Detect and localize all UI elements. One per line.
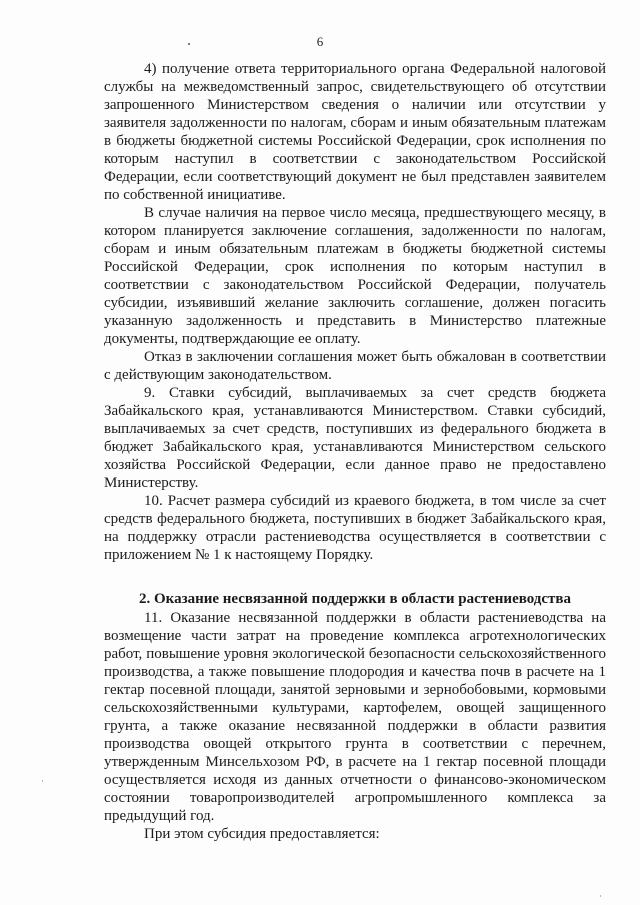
paragraph-11-support: 11. Оказание несвязанной поддержки в области растениеводства на возмещение части затрат на проведение комплекса агротехнологических работ, повышение уровня экологической безопасности сельскохозяйственного производства, а также повышение плодородия и качества почв в расчете на 1 гектар посевной площади, занятой зерновыми и зернобобовыми, кормовыми сельскохозяйственными культурами, картофелем, овощей защищенного грунта, а также оказание несвязанной поддержки в области развития производства овощей открытого грунта в соответствии с перечнем, утвержденным Минсельхозом РФ, в расчете на 1 гектар посевной площади осуществляется исходя из данных отчетности о финансово-экономическом состоянии товаропроизводителей агропромышленного комплекса за предыдущий год.: [104, 610, 606, 824]
paragraph-10-calculation: 10. Расчет размера субсидий из краевого бюджета, в том числе за счет средств федерального бюджета, поступивших в бюджет Забайкальского края, на поддержку отрасли растениеводства осуществляется в соответствии с приложением № 1 к настоящему Порядку.: [104, 493, 606, 563]
scan-mark: [42, 780, 43, 782]
page-number: 6: [316, 34, 324, 49]
paragraph-refusal: Отказ в заключении соглашения может быть обжалован в соответствии с действующим законодательством.: [104, 349, 606, 383]
scan-mark: [600, 895, 601, 897]
paragraph-subsidy-provided: При этом субсидия предоставляется:: [144, 826, 380, 842]
paragraph-4-item: 4) получение ответа территориального органа Федеральной налоговой службы на межведомственный запрос, свидетельствующего об отсутствии запрошенного Министерством сведения о наличии или отсутствии у заявителя задолженности по налогам, сборам и иным обязательным платежам в бюджеты бюджетной системы Российской Федерации, срок исполнения по которым наступил в соответствии с законодательством Российской Федерации, если соответствующий документ не был представлен заявителем по собственной инициативе.: [104, 61, 606, 203]
scan-speck: [188, 43, 190, 45]
paragraph-debt-case: В случае наличия на первое число месяца, предшествующего месяцу, в котором планируется заключение соглашения, задолженности по налогам, сборам и иным обязательным платежам в бюджеты бюджетной системы Российской Федерации, срок исполнения по которым наступил в соответствии с законодательством Российской Федерации, получатель субсидии, изъявивший желание заключить соглашение, должен погасить указанную задолженность и представить в Министерство платежные документы, подтверждающие ее оплату.: [104, 205, 606, 347]
section-heading: 2. Оказание несвязанной поддержки в области растениеводства: [138, 591, 572, 607]
paragraph-9-rates: 9. Ставки субсидий, выплачиваемых за счет средств бюджета Забайкальского края, устанавливаются Министерством. Ставки субсидий, выплачиваемых за счет средств, поступивших из федерального бюджета в бюджет Забайкальского края, устанавливаются Министерством сельского хозяйства Российской Федерации, если данное право не предоставлено Министерству.: [104, 385, 606, 491]
document-body: [104, 60, 606, 843]
